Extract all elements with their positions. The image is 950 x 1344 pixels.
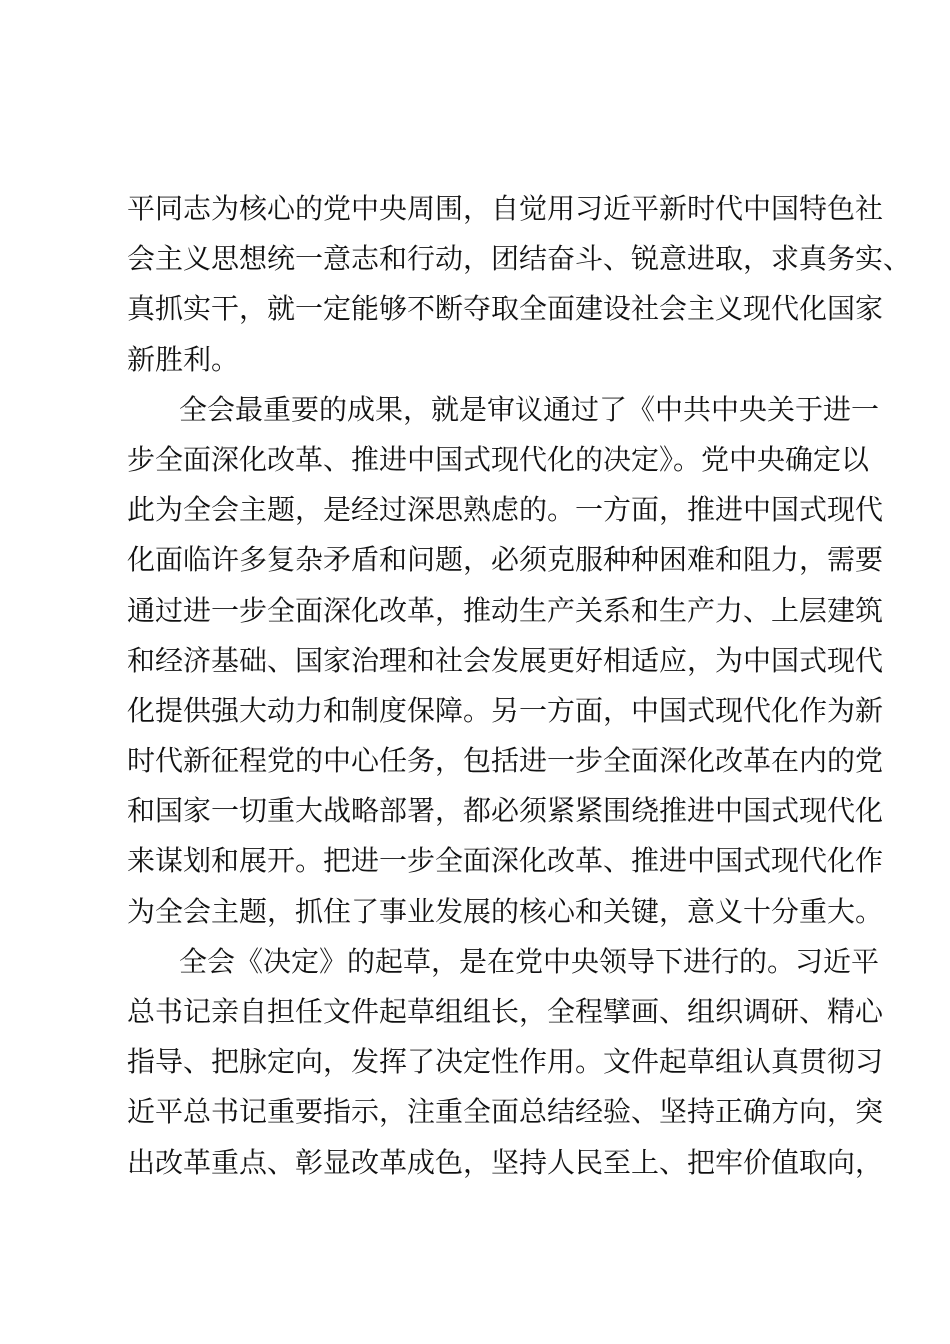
text-line: 化提供强大动力和制度保障。另一方面，中国式现代化作为新 [127,693,884,727]
text-line: 新胜利。 [127,342,240,376]
text-line: 指导、把脉定向，发挥了决定性作用。文件起草组认真贯彻习 [127,1045,884,1079]
text-line: 出改革重点、彰显改革成色，坚持人民至上、把牢价值取向， [127,1145,884,1179]
text-line: 近平总书记重要指示，注重全面总结经验、坚持正确方向，突 [127,1095,884,1129]
text-line: 和国家一切重大战略部署，都必须紧紧围绕推进中国式现代化 [127,794,884,828]
text-line: 此为全会主题，是经过深思熟虑的。一方面，推进中国式现代 [127,493,884,527]
text-line: 通过进一步全面深化改革，推动生产关系和生产力、上层建筑 [127,593,884,627]
text-line: 会主义思想统一意志和行动，团结奋斗、锐意进取，求真务实、 [127,242,912,276]
text-line: 化面临许多复杂矛盾和问题，必须克服种种困难和阻力，需要 [127,543,884,577]
text-line: 真抓实干，就一定能够不断夺取全面建设社会主义现代化国家 [127,292,884,326]
text-line: 时代新征程党的中心任务，包括进一步全面深化改革在内的党 [127,744,884,778]
text-line: 为全会主题，抓住了事业发展的核心和关键，意义十分重大。 [127,894,884,928]
text-line: 和经济基础、国家治理和社会发展更好相适应，为中国式现代 [127,643,884,677]
text-line: 步全面深化改革、推进中国式现代化的决定》。党中央确定以 [127,442,870,476]
text-line: 总书记亲自担任文件起草组组长，全程擘画、组织调研、精心 [127,995,884,1028]
paragraph-start-line: 全会最重要的成果，就是审议通过了《中共中央关于进一 [179,392,880,426]
body-text [127,184,912,1188]
paragraph-start-line: 全会《决定》的起草，是在党中央领导下进行的。习近平 [179,944,880,978]
text-line: 来谋划和展开。把进一步全面深化改革、推进中国式现代化作 [127,844,884,878]
text-line: 平同志为核心的党中央周围，自觉用习近平新时代中国特色社 [127,192,884,225]
